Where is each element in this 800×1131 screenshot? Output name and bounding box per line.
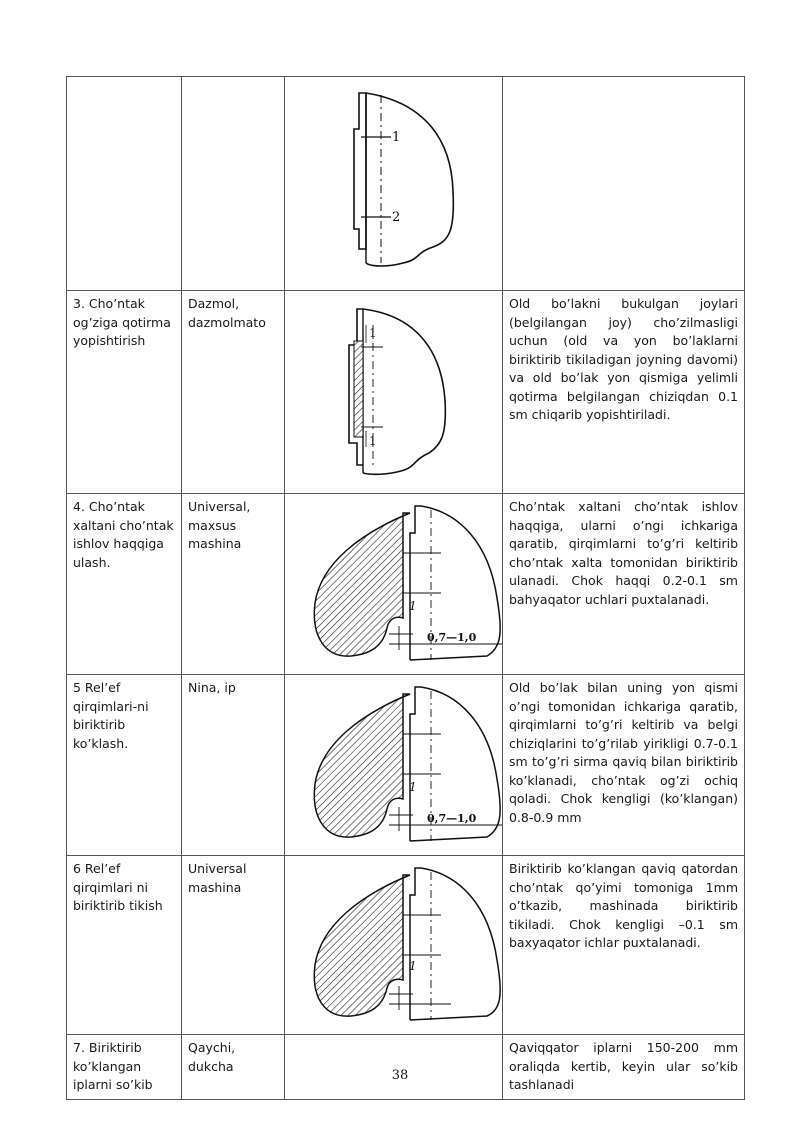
figure-label: 1: [409, 959, 417, 973]
relief-stitching-diagram: [291, 860, 503, 1030]
figure-label: 1: [392, 130, 401, 145]
figure-label: 2: [392, 210, 401, 225]
figure-label: 1: [369, 434, 377, 448]
equipment-cell: Qaychi, dukcha: [182, 1035, 285, 1100]
operation-cell: [67, 77, 182, 291]
equipment-cell: [182, 77, 285, 291]
relief-basting-diagram: [291, 679, 503, 851]
interlining-diagram: [291, 295, 503, 489]
description-cell: Old bo’lak bilan uning yon qismi o’ngi tomonidan ichkariga qaratib, qirqimlarni to’g’ri keltirib va belgi chiziqlarini to’g’rilab yirikligi 0.7-0.1 sm to’g’ri sirma qaviq bilan biriktirib ko’klanadi, cho’ntak og’zi ochiq qoladi. Chok kengligi (ko’klangan) 0.8-0.9 mm: [503, 675, 745, 856]
description-cell: Cho’ntak xaltani cho’ntak ishlov haqqiga, ularni o’ngi ichkariga qaratib, qirqimlarni to’g’ri keltirib cho’ntak xalta tomonidan biriktirib ulanadi. Chok haqqi 0.2-0.1 sm bahyaqator uchlari puxtalanadi.: [503, 494, 745, 675]
figure-label: 0,7—1,0: [427, 812, 477, 825]
figure-label: 0,7—1,0: [427, 631, 477, 644]
pocket-opening-diagram: [291, 81, 503, 286]
operation-cell: 6 Rel’ef qirqimlari ni biriktirib tikish: [67, 856, 182, 1035]
process-table: [66, 76, 745, 1100]
table-row: [67, 675, 745, 856]
description-cell: Old bo’lakni bukulgan joylari (belgilangan joy) cho’zilmasligi uchun (old va yon bo’laklarni biriktirib tikiladigan joyning davomi) va old bo’lak yon qismiga yelimli qotirma belgilangan chiziqdan 0.1 sm chiqarib yopishtiriladi.: [503, 291, 745, 494]
figure-label: 1: [409, 599, 417, 613]
figure-cell: [285, 291, 503, 494]
table-row: [67, 77, 745, 291]
table-row: [67, 291, 745, 494]
table-row: [67, 856, 745, 1035]
operation-cell: 5 Rel’ef qirqimlari-ni biriktirib ko’klash.: [67, 675, 182, 856]
figure-cell: [285, 77, 503, 291]
figure-cell: [285, 856, 503, 1035]
description-cell: Qaviqqator iplarni 150-200 mm oraliqda kertib, keyin ular so’kib tashlanadi: [503, 1035, 745, 1100]
operation-cell: 7. Biriktirib ko’klangan iplarni so’kib: [67, 1035, 182, 1100]
page-number: 38: [391, 1068, 409, 1083]
description-cell: Biriktirib ko’klangan qaviq qatordan cho’ntak qo’yimi tomoniga 1mm o’tkazib, mashinada biriktirib tikiladi. Chok kengligi –0.1 sm baxyaqator ichlar puxtalanadi.: [503, 856, 745, 1035]
figure-label: 1: [369, 326, 377, 340]
figure-cell: [285, 1035, 503, 1100]
operation-cell: 4. Cho’ntak xaltani cho’ntak ishlov haqqiga ulash.: [67, 494, 182, 675]
pocket-bag-diagram: [291, 498, 503, 670]
equipment-cell: Dazmol, dazmolmato: [182, 291, 285, 494]
figure-cell: [285, 675, 503, 856]
operation-cell: 3. Cho’ntak og’ziga qotirma yopishtirish: [67, 291, 182, 494]
figure-label: 1: [409, 780, 417, 794]
table-row: [67, 1035, 745, 1100]
figure-cell: [285, 494, 503, 675]
equipment-cell: Universal, maxsus mashina: [182, 494, 285, 675]
equipment-cell: Universal mashina: [182, 856, 285, 1035]
equipment-cell: Nina, ip: [182, 675, 285, 856]
table-row: [67, 494, 745, 675]
description-cell: [503, 77, 745, 291]
